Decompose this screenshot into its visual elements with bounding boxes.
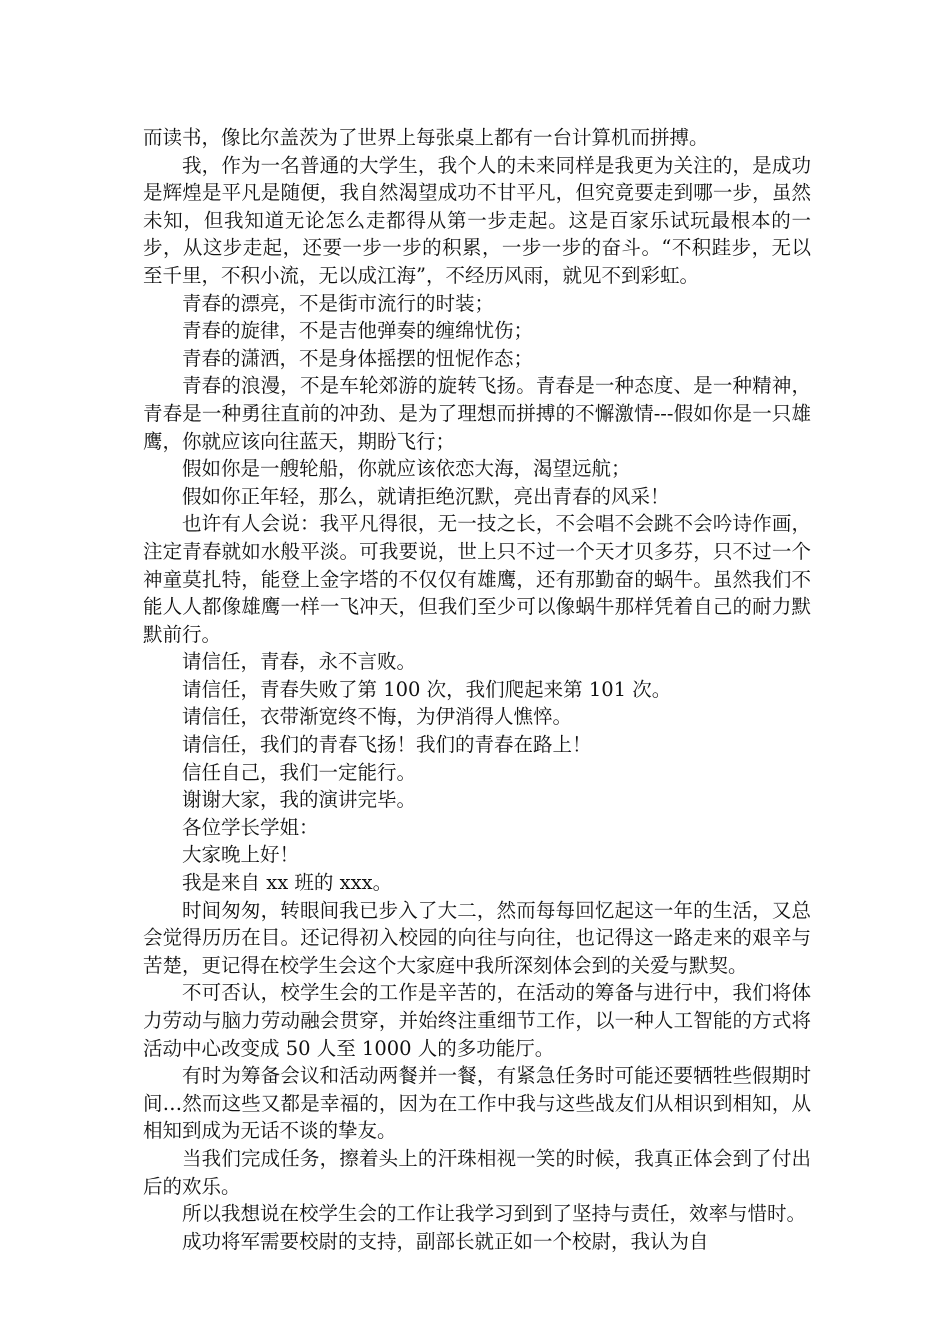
paragraph: 成功将军需要校尉的支持，副部长就正如一个校尉，我认为自 <box>182 1229 709 1253</box>
paragraph: 不可否认，校学生会的工作是辛苦的，在活动的筹备与进行中，我们将体力劳动与脑力劳动融会贯穿，并始终注重细节工作，以一种人工智能的方式将活动中心改变成 50 人至 1000 人的多功能厅。 <box>143 981 811 1060</box>
paragraph: 大家晚上好！ <box>182 843 300 867</box>
paragraph: 谢谢大家，我的演讲完毕。 <box>182 788 417 812</box>
paragraph: 当我们完成任务，擦着头上的汗珠相视一笑的时候，我真正体会到了付出后的欢乐。 <box>143 1146 811 1198</box>
paragraph: 我是来自 xx 班的 xxx。 <box>182 871 393 895</box>
paragraph: 信任自己，我们一定能行。 <box>182 760 417 784</box>
paragraph: 而读书，像比尔盖茨为了世界上每张桌上都有一台计算机而拼搏。 <box>143 126 709 149</box>
document-body <box>143 124 811 1255</box>
paragraph: 请信任，青春，永不言败。 <box>182 650 417 674</box>
paragraph: 假如你是一艘轮船，你就应该依恋大海，渴望远航； <box>182 457 631 481</box>
paragraph: 青春的漂亮，不是街市流行的时装； <box>182 291 495 315</box>
paragraph: 青春的浪漫，不是车轮郊游的旋转飞扬。青春是一种态度、是一种精神，青春是一种勇往直前的冲劲、是为了理想而拼搏的不懈激情---假如你是一只雄鹰，你就应该向往蓝天，期盼飞行； <box>143 374 811 453</box>
paragraph: 假如你正年轻，那么，就请拒绝沉默，亮出青春的风采！ <box>182 484 670 508</box>
paragraph: 请信任，我们的青春飞扬！我们的青春在路上！ <box>182 733 592 757</box>
paragraph: 有时为筹备会议和活动两餐并一餐，有紧急任务时可能还要牺牲些假期时间…然而这些又都是幸福的，因为在工作中我与这些战友们从相识到相知，从相知到成为无话不谈的挚友。 <box>143 1064 811 1143</box>
paragraph: 也许有人会说：我平凡得很，无一技之长，不会唱不会跳不会吟诗作画，注定青春就如水般平淡。可我要说，世上只不过一个天才贝多芬，只不过一个神童莫扎特，能登上金字塔的不仅仅有雄鹰，还有那勤奋的蜗牛。虽然我们不能人人都像雄鹰一样一飞冲天，但我们至少可以像蜗牛那样凭着自己的耐力默默前行。 <box>143 512 811 646</box>
paragraph: 请信任，青春失败了第 100 次，我们爬起来第 101 次。 <box>182 677 672 701</box>
paragraph: 时间匆匆，转眼间我已步入了大二，然而每每回忆起这一年的生活，又总会觉得历历在目。还记得初入校园的向往与向往，也记得这一路走来的艰辛与苦楚，更记得在校学生会这个大家庭中我所深刻体会到的关爱与默契。 <box>143 898 811 977</box>
paragraph: 青春的旋律，不是吉他弹奏的缠绵忧伤； <box>182 319 534 343</box>
paragraph: 请信任，衣带渐宽终不悔，为伊消得人憔悴。 <box>182 705 573 729</box>
paragraph: 所以我想说在校学生会的工作让我学习到到了坚持与责任，效率与惜时。 <box>182 1202 807 1226</box>
paragraph: 各位学长学姐： <box>182 815 319 839</box>
paragraph: 青春的潇洒，不是身体摇摆的忸怩作态； <box>182 346 534 370</box>
paragraph: 我，作为一名普通的大学生，我个人的未来同样是我更为关注的，是成功是辉煌是平凡是随便，我自然渴望成功不甘平凡，但究竟要走到哪一步，虽然未知，但我知道无论怎么走都得从第一步走起。这是百家乐试玩最根本的一步，从这步走起，还要一步一步的积累，一步一步的奋斗。“不积跬步，无以至千里，不积小流，无以成江海”，不经历风雨，就见不到彩虹。 <box>143 153 811 287</box>
